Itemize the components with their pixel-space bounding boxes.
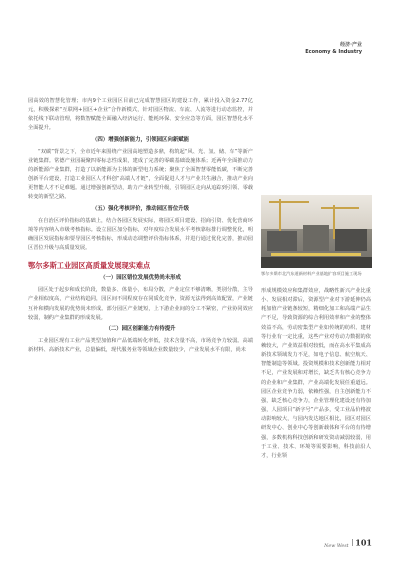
magazine-name: New West xyxy=(324,544,349,549)
photo-caption: 鄂尔多斯市北汽东道新材料产业基地扩容项目施工现场 xyxy=(261,271,362,276)
section-category: 经济·产业 xyxy=(340,42,362,48)
subheading-four: （四）增强创新能力，引领园区向新赋能 xyxy=(91,136,190,143)
construction-site-photo xyxy=(261,195,372,268)
subheading-one: （一）园区错位发展优势尚未形成 xyxy=(100,275,181,282)
page-header xyxy=(305,42,362,56)
footer-divider xyxy=(352,539,353,546)
paragraph: “双碳”背景之下，全市近年来围绕产业园高地塑造多鼎，构筑起“风、光、氢、储、车”等新产业链集群。常德产业园凝聚四零标志性成果，建成了完善的零碳基础设施体系；近两年全面推动力的新能源产业集群，打造了以新能源为主体的新型电力系统；聚焦了全面智慧零能低碳，不断完善创新平台建设，打造工业园区人才科创“高端人才链”，全面促进人才与产业共生融合，推动产业向更智能人才不足难题。通过增强创新型动，助力产业转型升级，引领园区走向从追踪到引领、零载转变的新型之路。 xyxy=(28,148,253,201)
paragraph: 工业园区现有工业产品类型加值和产品低端转化率低，技术含量不高，市场竞争力较弱。高端新材料、高新技术产业，总量偏低，现代服务业等领域企业数量较少，产业发展水平有限，尚未 xyxy=(28,337,253,353)
subheading-two: （二）园区创新能力有待提升 xyxy=(105,325,176,332)
page-number: 101 xyxy=(355,537,372,548)
paragraph: 形成规模效应和集群效应，战略性新兴产业比重小、发展相对滞后，资源型产业对下游延伸仍高耗加值产业链条较短，精细化加工和高端产品生产不足，导致资源的综合利用效率和产业的整体效益不高，劳动密集型产业如传统的纺织、建材等行业有一定比重，这些产业对劳动力数据的依赖较大，产业效益相对较低，而在高水平集成高新技术领域发力不足，如电子信息、航空航天、智能制造等领域。投资规模和技术创新能力相对不足，产业发展和对增长，缺乏共有核心竞争力的企业和产业集群，产业高端化发展任重道远。园区企业竞争力弱，依赖性强，自主创新能力不强，缺乏核心竞争力，企业管理化建设还有待加强，人园项目“新字号”产品多，受工业品价格波动影响较大，与园内发达地区相比，园区对园区研发中心、创业中心等创新载体和平台的有待增强，多数机构科技创新和研发资动减弱较弱，用于工业、技术、环境等需要影响，科技前沿人才，行业领 xyxy=(261,288,371,459)
paragraph: 园高效的智慧化管理；市内9个工业园区目前已完成智慧园区的建设工作，累计投入资金2.77亿元，积极探索“互联网+园区+企业”合作新模式，针对园区物流、车流、人流等进行动态监控，并依托线下联动管理，将数智赋能全面融入经济运行、能耗环保、安全应急等方面，园区智慧化水平全面提升。 xyxy=(28,98,253,132)
right-column xyxy=(261,287,371,461)
section-category-en: Economy & Industry xyxy=(305,49,362,55)
paragraph: 在自治区评价指标的基础上，结合各园区发展实际，将园区项目建设、招商引资、优化营商环境等内容纳入市级考核指标。设立园区加分指标，对年度综合发展水平考核靠标排行调整优化，明确园区发展指标和要导园区考核指标，形成动态调整评价指标体系，并进行通过优化完善，推动园区晋位升级与高质量发展。 xyxy=(28,217,253,252)
paragraph: 园区处于起步和成长阶段，数量多、体量小，布局分散，产业定位不够清晰，类别分散，主导产业相似度高，产业结构趋同，园区间不同程度存在同质化竞争，资源无法得到高效配置，产业链互补和横向发展的优势尚未形成。部分园区产业链短，上下游企业间的分工不紧密，产业协同效应较弱，制约产业集群的形成发展。 xyxy=(28,287,253,321)
section-title: 鄂尔多斯工业园区高质量发展现实难点 xyxy=(28,261,151,271)
page-footer xyxy=(324,532,372,551)
subheading-five: （五）强化考核评价，推动园区晋位升级 xyxy=(91,205,190,212)
left-column xyxy=(28,97,253,355)
